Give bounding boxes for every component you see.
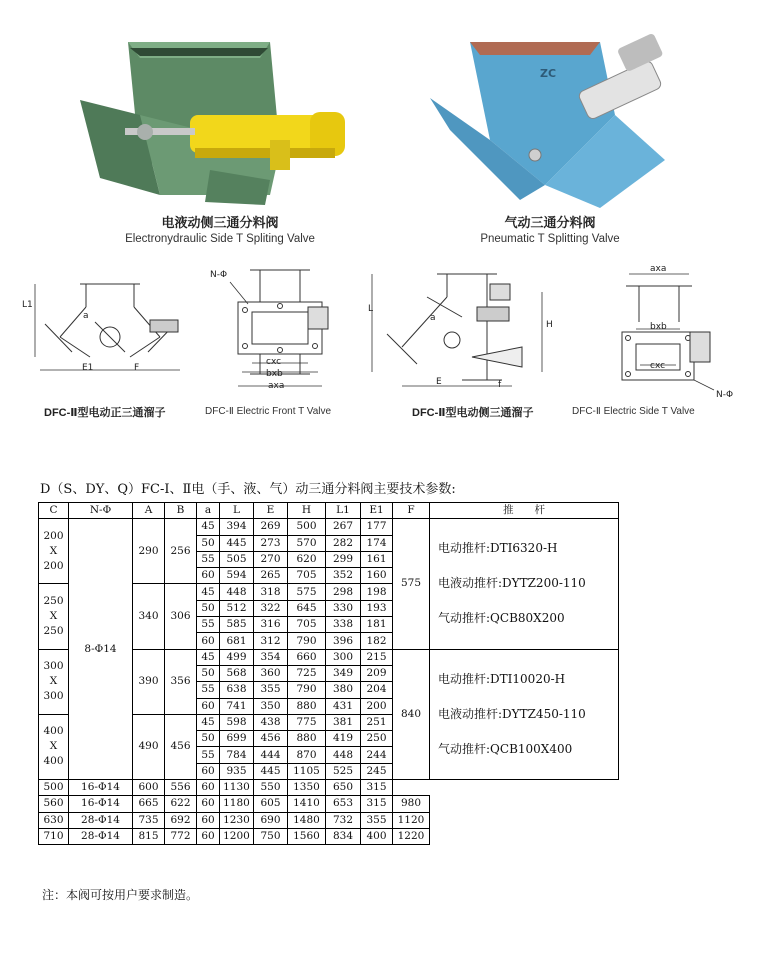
table-cell: 699 (220, 731, 254, 747)
dim-axa-2: axa (650, 264, 667, 274)
table-cell: 1230 (220, 812, 254, 828)
table-cell: 270 (254, 551, 288, 567)
dim-l: L (368, 304, 374, 314)
table-row (39, 519, 619, 535)
table-cell: 245 (361, 763, 393, 779)
table-cell: 660 (288, 649, 326, 665)
table-cell: 50 (197, 731, 220, 747)
table-cell: 16-Φ14 (69, 780, 133, 796)
logo-badge: ZC (540, 67, 557, 80)
table-cell: 630 (39, 812, 69, 828)
cell-c-size: 250 X 250 (39, 584, 69, 649)
header-a-cap: A (133, 503, 165, 519)
table-cell: 431 (326, 698, 361, 714)
dim-n-phi: N-Φ (210, 270, 228, 280)
table-cell: 198 (361, 584, 393, 600)
table-cell: 265 (254, 568, 288, 584)
table-cell: 500 (39, 780, 69, 796)
table-cell: 55 (197, 617, 220, 633)
table-cell: 209 (361, 665, 393, 681)
dim-e: E (436, 377, 442, 387)
cell-a-cap: 340 (133, 584, 165, 649)
push-rod-line: 电动推杆:DTⅠ10020-H (438, 671, 566, 686)
table-cell: 598 (220, 714, 254, 730)
table-cell: 1480 (288, 812, 326, 828)
header-l1: L1 (326, 503, 361, 519)
cell-f-840: 840 (393, 649, 430, 779)
table-cell: 445 (220, 535, 254, 551)
table-cell: 732 (326, 812, 361, 828)
header-e1: E1 (361, 503, 393, 519)
table-cell: 182 (361, 633, 393, 649)
drawing-side-t-valve-side (362, 262, 562, 397)
table-cell: 512 (220, 600, 254, 616)
table-cell: 620 (288, 551, 326, 567)
push-rod-line: 电液动推杆:DYTZ450-110 (438, 706, 586, 721)
drawing-caption-1: DFC-Ⅱ型电动正三通溜子 (44, 407, 166, 419)
table-cell: 575 (288, 584, 326, 600)
table-cell: 705 (288, 617, 326, 633)
dim-cxc: cxc (266, 357, 282, 367)
cell-c-size: 200 X 200 (39, 519, 69, 584)
push-rod-line: 气动推杆:QCB80X200 (438, 611, 565, 626)
table-cell: 790 (288, 682, 326, 698)
cell-c-size: 400 X 400 (39, 714, 69, 779)
table-cell: 622 (165, 796, 197, 812)
table-cell: 400 (361, 828, 393, 844)
table-cell: 298 (326, 584, 361, 600)
table-cell: 692 (165, 812, 197, 828)
table-cell: 638 (220, 682, 254, 698)
table-cell: 505 (220, 551, 254, 567)
drawing-caption-2: DFC-Ⅱ Electric Front T Valve (205, 406, 332, 417)
table-cell: 200 (361, 698, 393, 714)
table-cell: 381 (326, 714, 361, 730)
table-row (39, 828, 619, 844)
table-cell: 282 (326, 535, 361, 551)
dim-a: a (83, 311, 89, 321)
table-cell: 360 (254, 665, 288, 681)
table-cell: 772 (165, 828, 197, 844)
dim-f-small: f (498, 380, 502, 390)
table-cell: 160 (361, 568, 393, 584)
photo-electrohydraulic-valve (70, 20, 370, 210)
header-l: L (220, 503, 254, 519)
header-b-cap: B (165, 503, 197, 519)
dim-f: F (134, 363, 140, 373)
table-cell: 244 (361, 747, 393, 763)
table-row (39, 780, 619, 796)
table-cell: 556 (165, 780, 197, 796)
table-cell: 50 (197, 600, 220, 616)
table-cell: 299 (326, 551, 361, 567)
table-cell: 349 (326, 665, 361, 681)
table-cell: 880 (288, 731, 326, 747)
table-cell: 880 (288, 698, 326, 714)
table-cell: 273 (254, 535, 288, 551)
table-cell: 456 (254, 731, 288, 747)
table-row (39, 796, 619, 812)
table-cell: 585 (220, 617, 254, 633)
table-cell: 1560 (288, 828, 326, 844)
cell-c-size: 300 X 300 (39, 649, 69, 714)
table-cell: 725 (288, 665, 326, 681)
table-cell: 1130 (220, 780, 254, 796)
table-cell: 28-Φ14 (69, 828, 133, 844)
table-cell: 50 (197, 665, 220, 681)
table-cell: 448 (220, 584, 254, 600)
header-n: N-Φ (69, 503, 133, 519)
table-cell: 499 (220, 649, 254, 665)
table-cell: 45 (197, 714, 220, 730)
photo-pneumatic-valve (430, 20, 690, 210)
table-cell: 815 (133, 828, 165, 844)
table-cell: 560 (39, 796, 69, 812)
cell-a-cap: 390 (133, 649, 165, 714)
table-cell: 705 (288, 568, 326, 584)
drawing-side-t-valve-front (594, 262, 754, 402)
table-cell: 870 (288, 747, 326, 763)
table-cell: 380 (326, 682, 361, 698)
header-e: E (254, 503, 288, 519)
table-cell: 60 (197, 698, 220, 714)
header-push-rod: 推 杆 (430, 503, 619, 519)
table-cell: 338 (326, 617, 361, 633)
table-cell: 60 (197, 568, 220, 584)
table-cell: 316 (254, 617, 288, 633)
table-cell: 750 (254, 828, 288, 844)
caption-pneumatic-en: Pneumatic T Splitting Valve (480, 233, 620, 245)
table-cell: 50 (197, 535, 220, 551)
table-cell: 177 (361, 519, 393, 535)
table-cell: 60 (197, 633, 220, 649)
table-cell: 352 (326, 568, 361, 584)
dim-n-phi-2: N-Φ (716, 390, 734, 400)
table-cell: 1200 (220, 828, 254, 844)
table-cell: 396 (326, 633, 361, 649)
table-cell: 650 (326, 780, 361, 796)
table-cell: 312 (254, 633, 288, 649)
table-cell: 741 (220, 698, 254, 714)
header-a: a (197, 503, 220, 519)
table-cell: 448 (326, 747, 361, 763)
dim-e1: E1 (82, 363, 94, 373)
table-cell: 267 (326, 519, 361, 535)
header-f: F (393, 503, 430, 519)
table-cell: 55 (197, 551, 220, 567)
table-cell: 250 (361, 731, 393, 747)
table-cell: 525 (326, 763, 361, 779)
table-cell: 1350 (288, 780, 326, 796)
cell-b-cap: 456 (165, 714, 197, 779)
table-cell: 735 (133, 812, 165, 828)
table-cell: 251 (361, 714, 393, 730)
table-cell: 568 (220, 665, 254, 681)
table-cell: 445 (254, 763, 288, 779)
cell-b-cap: 306 (165, 584, 197, 649)
table-cell: 550 (254, 780, 288, 796)
table-cell: 161 (361, 551, 393, 567)
table-note: 注：本阀可按用户要求制造。 (42, 888, 199, 902)
table-cell: 790 (288, 633, 326, 649)
table-cell: 60 (197, 812, 220, 828)
table-cell: 1220 (393, 828, 430, 844)
table-cell: 834 (326, 828, 361, 844)
table-cell: 500 (288, 519, 326, 535)
table-cell: 355 (254, 682, 288, 698)
push-rod-lower (430, 649, 619, 779)
table-cell: 645 (288, 600, 326, 616)
table-cell: 594 (220, 568, 254, 584)
cell-a-cap: 290 (133, 519, 165, 584)
table-cell: 45 (197, 584, 220, 600)
table-cell: 55 (197, 682, 220, 698)
drawing-front-t-valve-side (20, 262, 200, 392)
table-cell: 60 (197, 780, 220, 796)
caption-electrohydraulic-cn: 电液动侧三通分料阀 (161, 215, 279, 230)
header-c: C (39, 503, 69, 519)
table-cell: 181 (361, 617, 393, 633)
table-cell: 60 (197, 763, 220, 779)
table-cell: 45 (197, 649, 220, 665)
dim-h: H (546, 320, 553, 330)
header-h: H (288, 503, 326, 519)
table-cell: 45 (197, 519, 220, 535)
cell-b-cap: 256 (165, 519, 197, 584)
table-cell: 315 (361, 780, 393, 796)
table-cell: 354 (254, 649, 288, 665)
table-cell: 28-Φ14 (69, 812, 133, 828)
push-rod-line: 电液动推杆:DYTZ200-110 (438, 576, 586, 591)
table-cell: 55 (197, 747, 220, 763)
dim-l1: L1 (22, 300, 33, 310)
push-rod-upper (430, 519, 619, 649)
table-cell: 315 (361, 796, 393, 812)
table-cell: 570 (288, 535, 326, 551)
dim-bxb-2: bxb (650, 322, 667, 332)
cell-a-cap: 490 (133, 714, 165, 779)
table-header-row (39, 503, 619, 519)
table-cell: 681 (220, 633, 254, 649)
cell-f-575: 575 (393, 519, 430, 649)
table-cell: 1180 (220, 796, 254, 812)
table-cell: 322 (254, 600, 288, 616)
push-rod-line: 气动推杆:QCB100X400 (438, 741, 573, 756)
table-cell: 300 (326, 649, 361, 665)
dim-bxb: bxb (266, 369, 283, 379)
drawing-caption-3: DFC-Ⅱ型电动侧三通溜子 (412, 407, 534, 419)
dim-cxc-2: cxc (650, 361, 666, 371)
table-title: D（S、DY、Q）FC-Ⅰ、Ⅱ电（手、液、气）动三通分料阀主要技术参数: (40, 482, 456, 497)
table-cell: 690 (254, 812, 288, 828)
cell-b-cap: 356 (165, 649, 197, 714)
table-cell: 653 (326, 796, 361, 812)
table-cell: 215 (361, 649, 393, 665)
table-cell: 1120 (393, 812, 430, 828)
drawing-caption-4: DFC-Ⅱ Electric Side T Valve (572, 406, 695, 417)
table-cell: 330 (326, 600, 361, 616)
table-cell: 784 (220, 747, 254, 763)
table-cell: 980 (393, 796, 430, 812)
table-cell: 419 (326, 731, 361, 747)
table-cell: 60 (197, 796, 220, 812)
table-cell: 269 (254, 519, 288, 535)
table-cell: 350 (254, 698, 288, 714)
cell-n-phi: 8-Φ14 (69, 519, 133, 780)
caption-pneumatic-cn: 气动三通分料阀 (504, 215, 596, 230)
table-cell: 605 (254, 796, 288, 812)
table-cell: 193 (361, 600, 393, 616)
table-cell: 444 (254, 747, 288, 763)
table-cell: 60 (197, 828, 220, 844)
dim-axa: axa (268, 381, 285, 391)
table-row (39, 812, 619, 828)
table-cell: 935 (220, 763, 254, 779)
table-cell: 775 (288, 714, 326, 730)
table-cell: 1410 (288, 796, 326, 812)
table-cell: 355 (361, 812, 393, 828)
push-rod-line: 电动推杆:DTⅠ6320-H (438, 541, 558, 556)
spec-table (38, 502, 619, 845)
caption-electrohydraulic-en: Electronydraulic Side T Spliting Valve (125, 233, 315, 245)
table-cell: 204 (361, 682, 393, 698)
table-cell: 394 (220, 519, 254, 535)
table-cell: 16-Φ14 (69, 796, 133, 812)
table-cell: 174 (361, 535, 393, 551)
dim-a2: a (430, 313, 436, 323)
table-cell: 600 (133, 780, 165, 796)
table-cell: 438 (254, 714, 288, 730)
table-cell: 665 (133, 796, 165, 812)
table-cell: 1105 (288, 763, 326, 779)
table-cell: 710 (39, 828, 69, 844)
table-cell: 318 (254, 584, 288, 600)
